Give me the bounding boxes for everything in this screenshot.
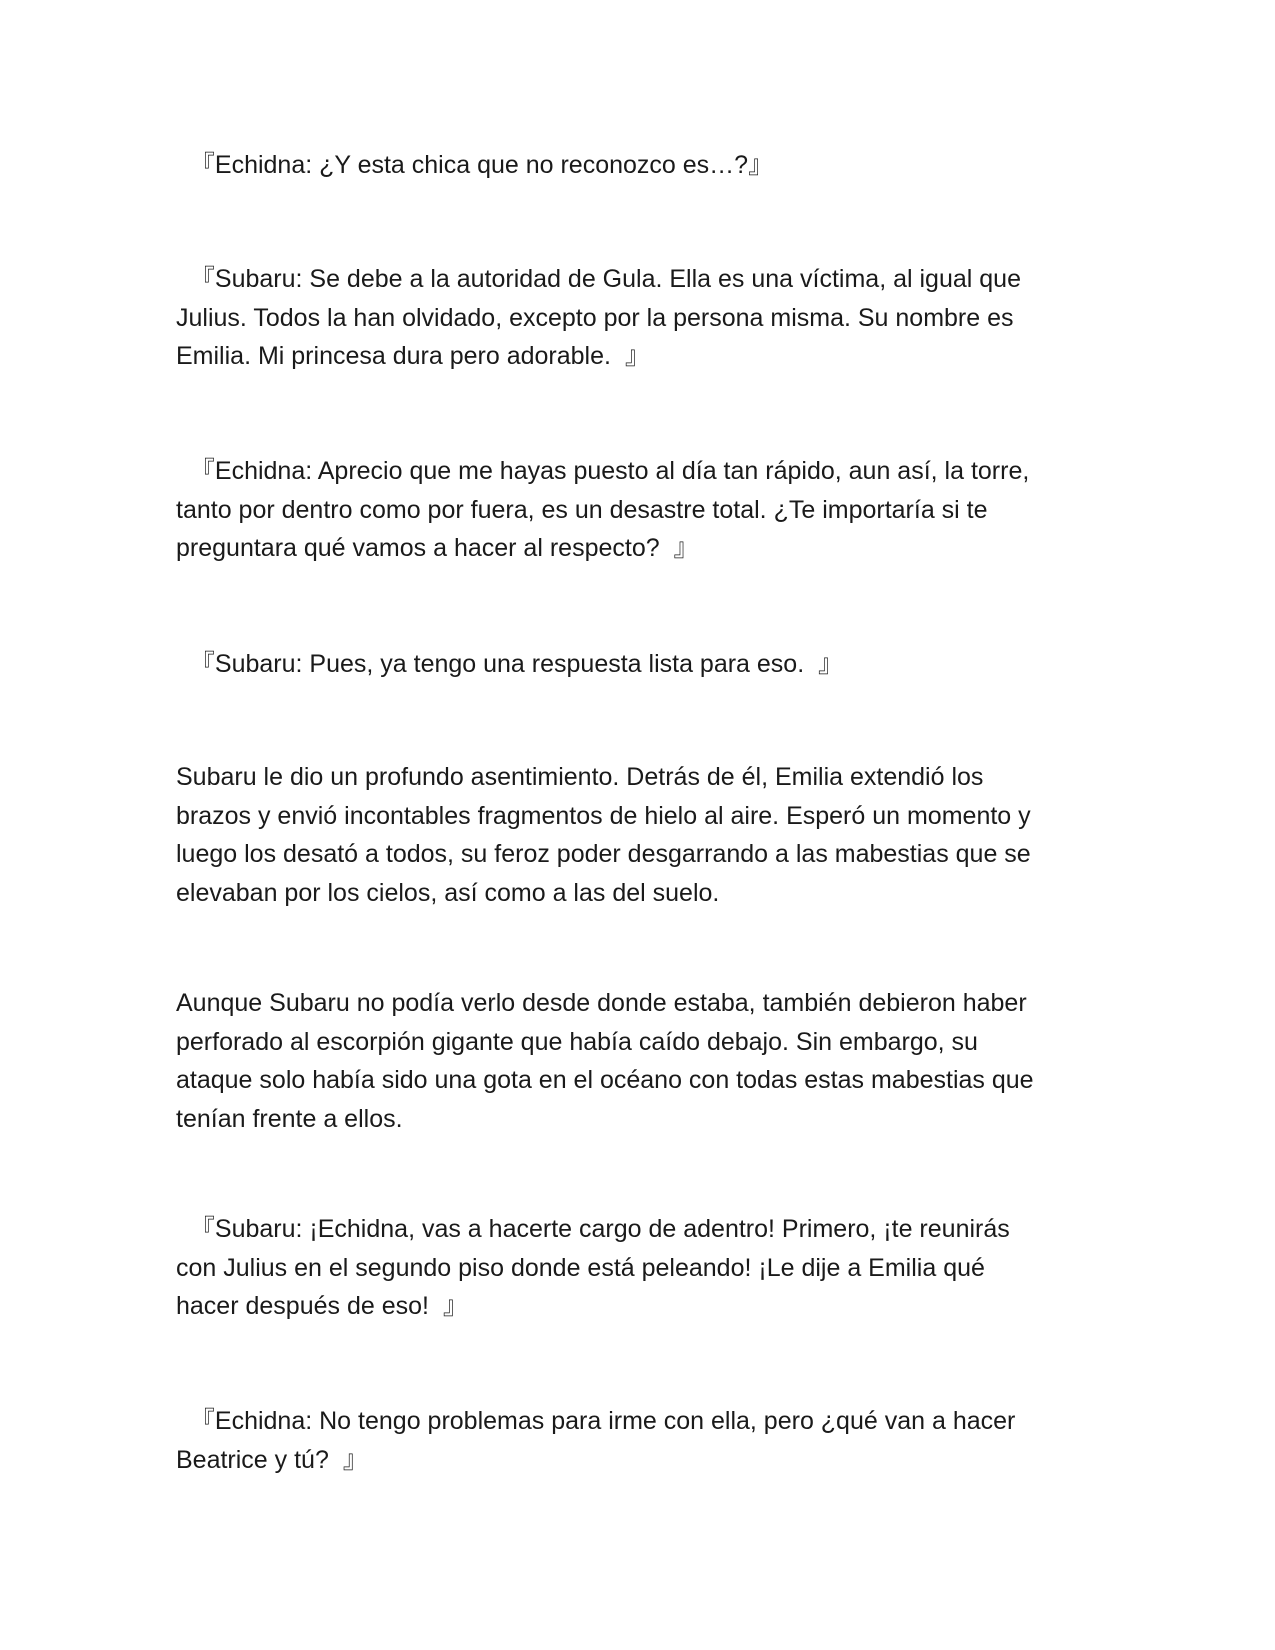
paragraph-subaru-orders: 『Subaru: ¡Echidna, vas a hacerte cargo de adentro! Primero, ¡te reunirás con Julius en el segundo piso donde está peleando! ¡Le dije a Emilia qué hacer después de eso! 』 xyxy=(176,1215,1010,1320)
paragraph-echidna-tower: 『Echidna: Aprecio que me hayas puesto al día tan rápido, aun así, la torre, tanto por dentro como por fuera, es un desastre total. ¿Te importaría si te preguntara qué vamos a hacer al respecto? 』 xyxy=(176,457,1030,562)
paragraph-echidna-reply: 『Echidna: No tengo problemas para irme con ella, pero ¿qué van a hacer Beatrice y tú? 』 xyxy=(176,1407,1016,1474)
paragraph-subaru-answer: 『Subaru: Pues, ya tengo una respuesta lista para eso. 』 xyxy=(176,650,844,678)
paragraph-narration-emilia-ice: Subaru le dio un profundo asentimiento. Detrás de él, Emilia extendió los brazos y envió incontables fragmentos de hielo al aire. Esperó un momento y luego los desató a todos, su feroz poder desgarrando a las mabestias que se elevaban por los cielos, así como a las del suelo. xyxy=(176,763,1031,907)
paragraph-subaru-explains-gula: 『Subaru: Se debe a la autoridad de Gula. Ella es una víctima, al igual que Julius. Todos la han olvidado, excepto por la persona misma. Su nombre es Emilia. Mi princesa dura pero adorable. 』 xyxy=(176,265,1021,370)
paragraph-narration-scorpion: Aunque Subaru no podía verlo desde donde estaba, también debieron haber perforado al escorpión gigante que había caído debajo. Sin embargo, su ataque solo había sido una gota en el océano con todas estas mabestias que tenían frente a ellos. xyxy=(176,989,1034,1133)
paragraph-echidna-question: 『Echidna: ¿Y esta chica que no reconozco es…?』 xyxy=(176,151,774,179)
